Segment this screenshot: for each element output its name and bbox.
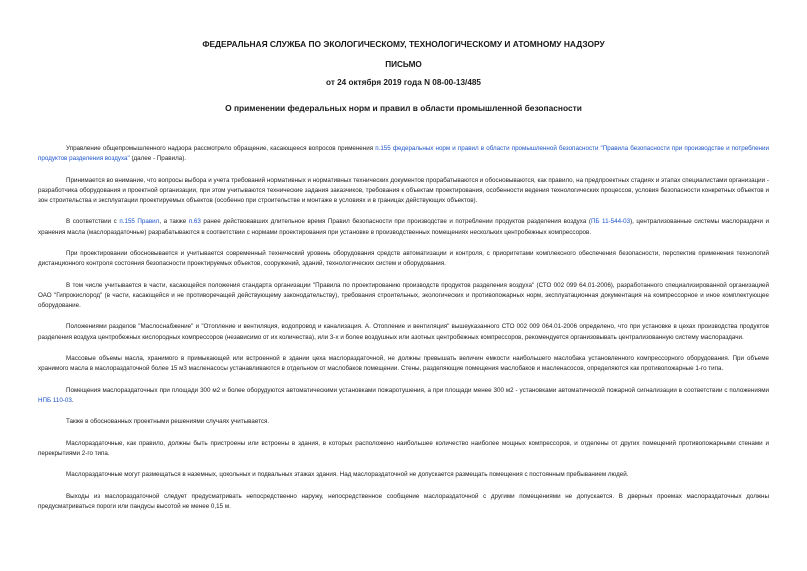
- paragraph-3-text-c: ранее действовавших длительное время Правил безопасности при производстве и потреблении продуктов разделения воздуха (: [200, 218, 591, 226]
- paragraph-3: [38, 217, 769, 237]
- paragraph-7: Массовые объемы масла, хранимого в примыкающей или встроенной в здании цеха маслораздаточной, не должны превышать величин емкости наибольшего маслобака установленного компрессорного оборудования. При объеме хранимого масла в маслораздаточной более 15 м3 масленасосы устанавливаются в отдельном от маслобаков помещении. Стены, разделяющие помещения маслобаков и масленасосов, определяются как противопожарные 1-го типа.: [38, 354, 769, 373]
- link-fnp-155[interactable]: п.155 федеральных норм и правил в области промышленной безопасности "Правила безопасности при производстве и потреблении продуктов разделения воздуха": [38, 145, 769, 163]
- link-p155-rules[interactable]: п.155 Правил: [119, 218, 160, 226]
- paragraph-1-text-a: Управление общепромышленного надзора рассмотрело обращение, касающееся вопросов применения: [66, 145, 376, 152]
- document-subject: О применении федеральных норм и правил в области промышленной безопасности: [225, 103, 582, 113]
- paragraph-6: Положениями разделов "Маслоснабжение" и "Отопление и вентиляция, водопровод и канализация. А. Отопление и вентиляция" вышеуказанного СТО 002 009 064.01-2006 определено, что при установке в цехах производства продуктов разделения воздуха центробежных кислородных компрессоров (независимо от их количества), или 3-х и более воздушных или азотных центробежных компрессоров, рекомендуется организовывать централизованную систему маслораздачи.: [38, 323, 769, 341]
- paragraph-9: Также в обоснованных проектными решениями случаях учитывается.: [66, 418, 270, 426]
- paragraph-12: Выходы из маслораздаточной следует предусматривать непосредственно наружу, непосредственное сообщение маслораздаточной с другими помещениями не допускается. В дверных проемах маслораздаточных должны предусматриваться пороги или пандусы высотой не менее 0,15 м.: [38, 492, 769, 510]
- paragraph-3-text-b: , а также: [159, 218, 189, 226]
- document-date-number: от 24 октября 2019 года N 08-00-13/485: [326, 78, 481, 87]
- paragraph-1-text-b: (далее - Правила).: [129, 155, 187, 163]
- paragraph-11: Маслораздаточные могут размещаться в наземных, цокольных и подвальных этажах здания. Над маслораздаточной не допускается размещать помещения с постоянным пребыванием людей.: [66, 471, 629, 479]
- paragraph-5: В том числе учитывается в части, касающейся положения стандарта организации "Правила по проектированию производств продуктов разделения воздуха" (СТО 002 099 64.01-2006), разработанного специализированной организацией ОАО "Гипрокислород" (в части, касающейся и не противоречащей действующему законодательству), требования строительных, экологических и противопожарных норм, эксплуатационная документация на компрессорное и иное комплектующее оборудование.: [38, 281, 769, 309]
- paragraph-3-text-a: В соответствии с: [66, 218, 120, 226]
- paragraph-8: [38, 386, 769, 406]
- paragraph-8-text-b: .: [71, 396, 74, 404]
- paragraph-3-text-d: ), централизованные системы маслораздачи и хранения масла (маслораздаточные) разрабатываются в соответствии с нормами проектирования при установке в производственных помещениях нескольких центробежных компрессоров.: [38, 218, 769, 236]
- paragraph-2: Принимается во внимание, что вопросы выбора и учета требований нормативных и нормативных технических документов прорабатываются и обосновываются, как правило, на предпроектных стадиях и этапах специалистами организации - разработчика оборудования и проектной организации, при этом учитываются технические задания заказчиков, требования к объектам проектирования, особенности ведения технологических процессов, условия безопасности конкретных объектов и зон строительства и эксплуатации проектируемых объектов (особенно при строительстве и монтаже в условиях и в границах действующих объектов).: [38, 176, 769, 204]
- agency-name: ФЕДЕРАЛЬНАЯ СЛУЖБА ПО ЭКОЛОГИЧЕСКОМУ, ТЕХНОЛОГИЧЕСКОМУ И АТОМНОМУ НАДЗОРУ: [202, 39, 605, 49]
- document-type: ПИСЬМО: [385, 60, 422, 69]
- paragraph-4: При проектировании обосновывается и учитывается современный технический уровень оборудования средств автоматизации и контроля, с приоритетами комплексного обеспечения безопасности, перспектив применения технологий дистанционного контроля состояния безопасности проектируемых объектов, сооружений, зданий, технологических систем и оборудования.: [38, 249, 769, 268]
- document-body: [38, 144, 769, 523]
- link-npb-110-03[interactable]: НПБ 110-03: [38, 396, 72, 404]
- link-pb-11-544-03[interactable]: ПБ 11-544-03: [590, 218, 631, 226]
- paragraph-1: [38, 144, 769, 164]
- link-p63[interactable]: п.63: [188, 218, 201, 226]
- paragraph-8-text-a: Помещения маслораздаточных при площади 300 м2 и более оборудуются автоматическими установками пожаротушения, а при площади менее 300 м2 - установками автоматической пожарной сигнализации в соответствии с положениями: [66, 386, 769, 394]
- paragraph-10: Маслораздаточные, как правило, должны быть пристроены или встроены в здания, в которых расположено наибольшее количество наиболее мощных компрессоров, и отделены от других помещений противопожарными стенами и перекрытиями 2-го типа.: [38, 439, 769, 457]
